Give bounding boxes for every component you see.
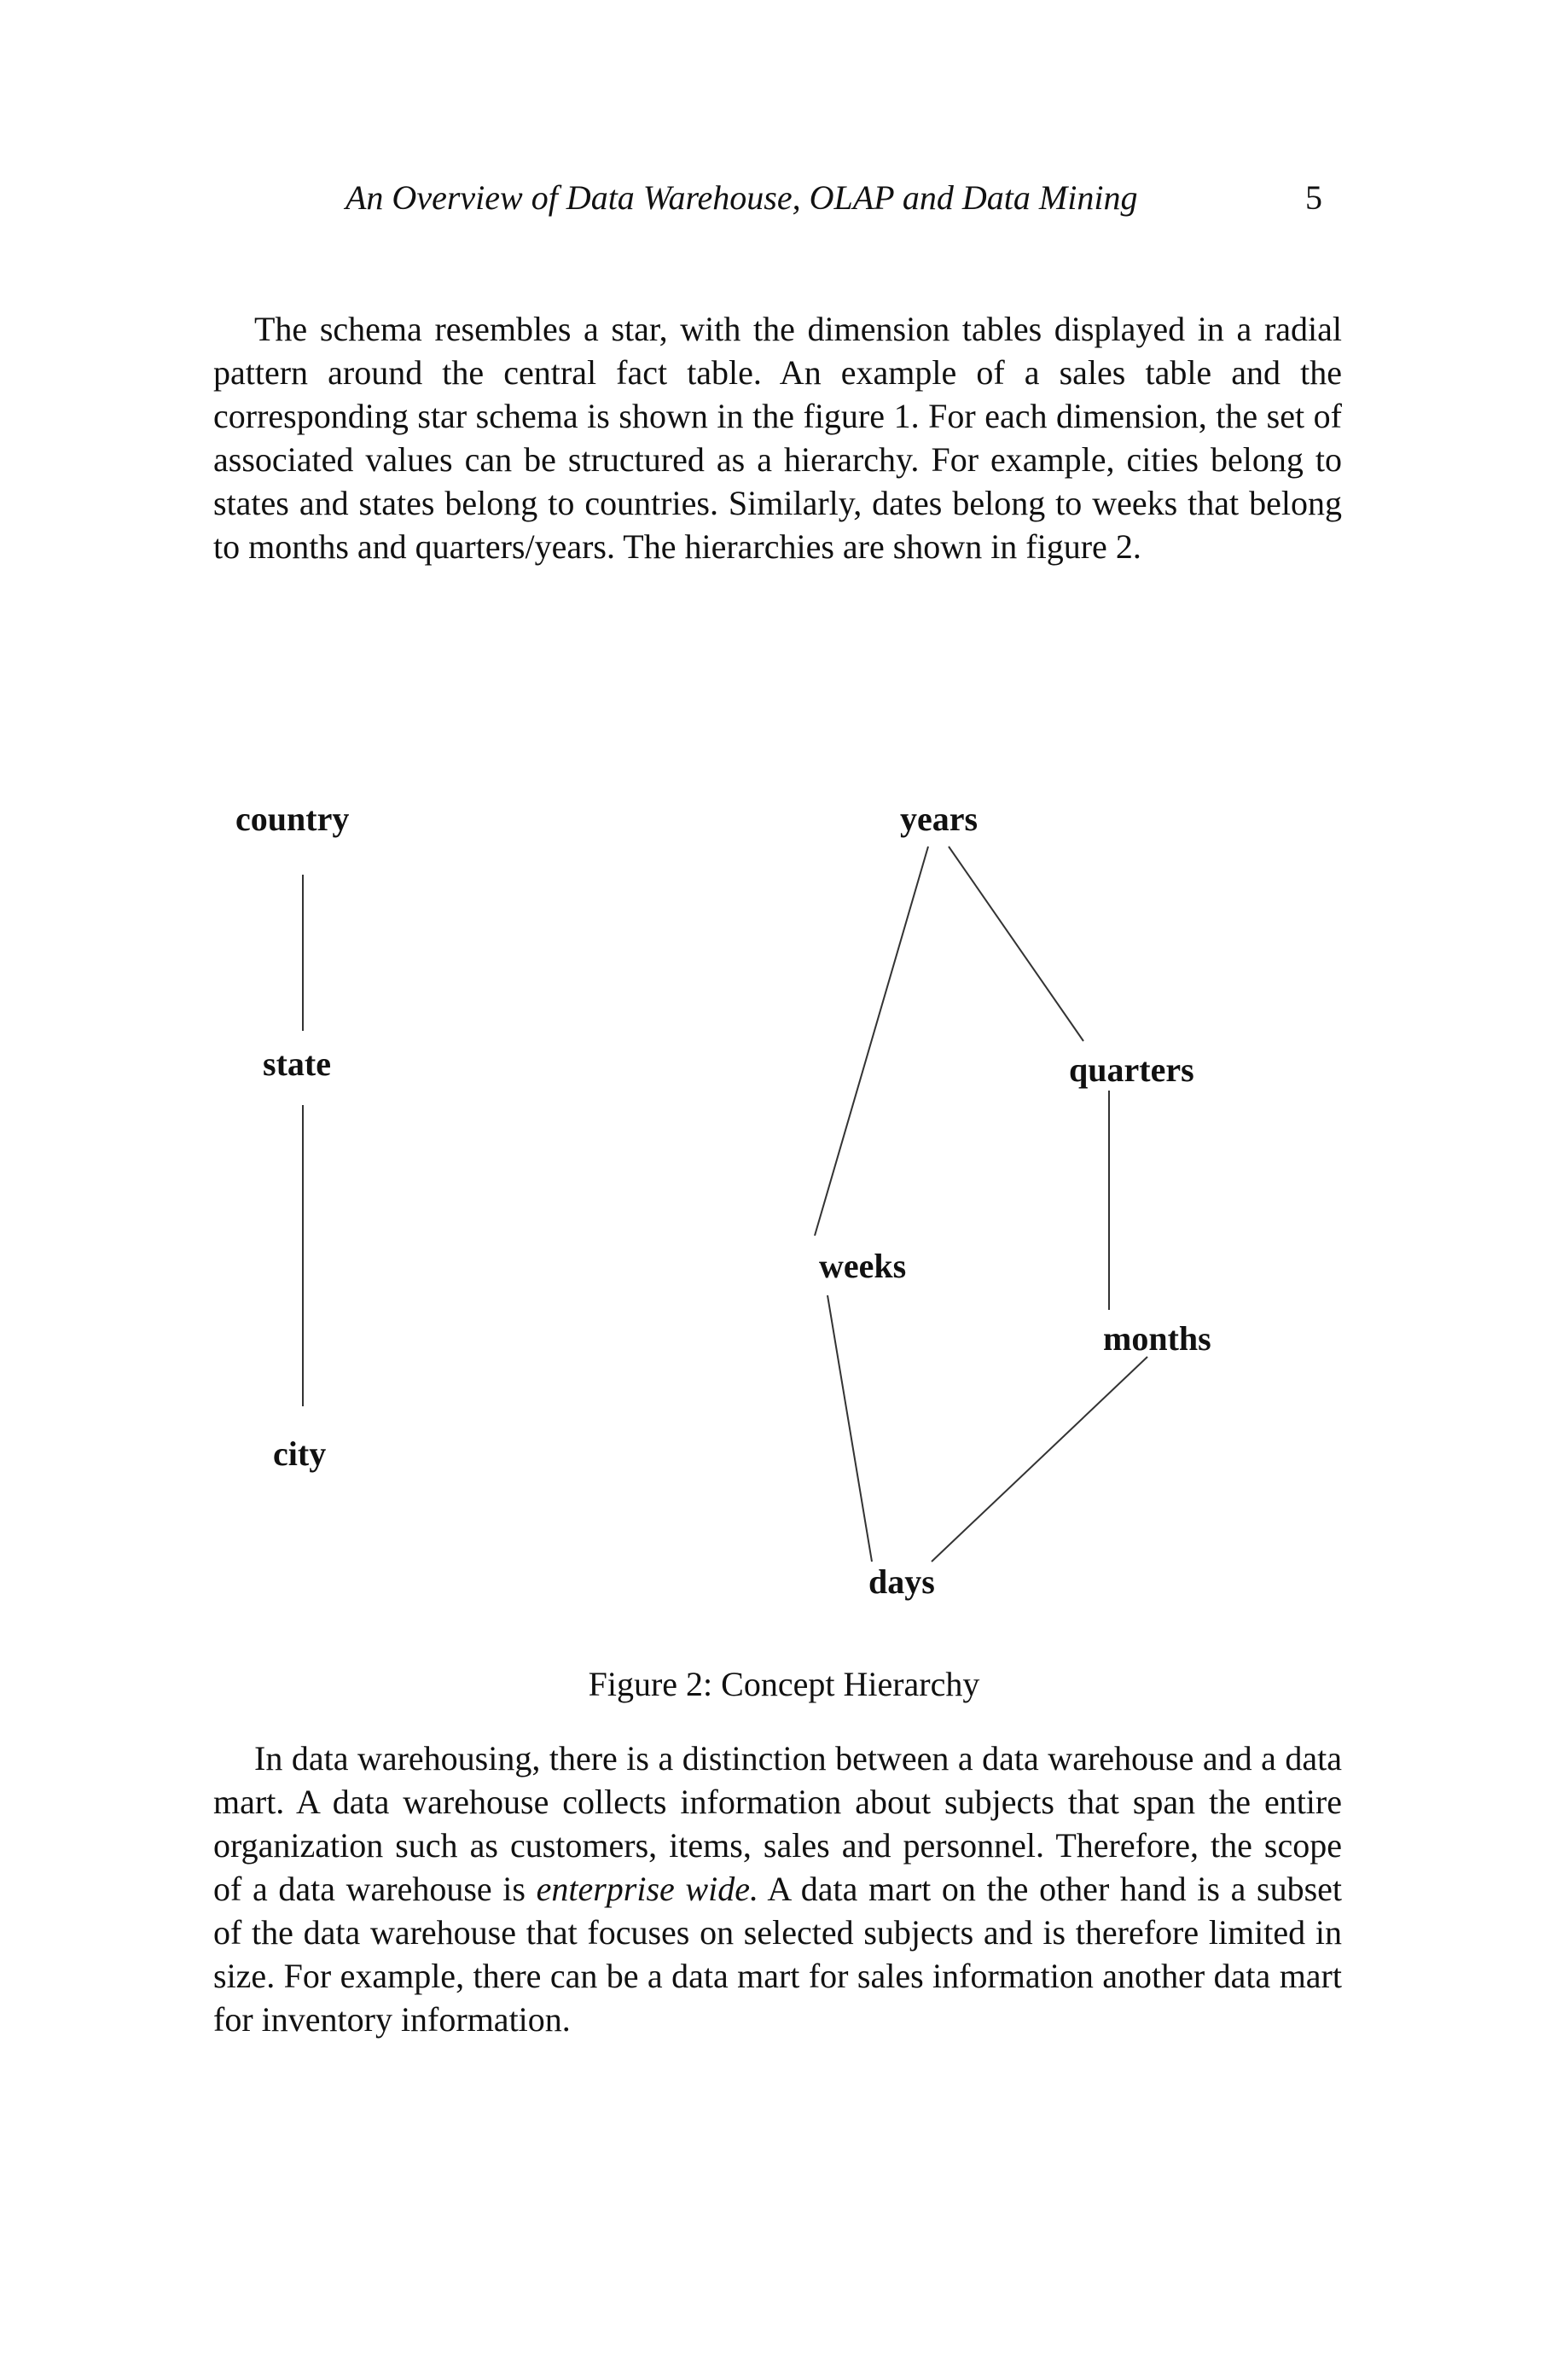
concept-hierarchy-figure [0, 768, 1568, 1621]
edge-years-weeks [815, 847, 928, 1236]
running-title: An Overview of Data Warehouse, OLAP and Data Mining [346, 178, 1138, 217]
emphasis-enterprise-wide: enterprise wide. [536, 1870, 758, 1908]
paragraph-star-schema: The schema resembles a star, with the dimension tables displayed in a radial pattern around the central fact table. An example of a sales table and the corresponding star schema is shown in the figure 1. For each dimension, the set of associated values can be structured as a hierarchy. For example, cities belong to states and states belong to countries. Similarly, dates belong to weeks that belong to months and quarters/years. The hierarchies are shown in figure 2. [213, 310, 1342, 566]
edge-months-days [932, 1357, 1147, 1562]
paragraph-text-before: In data warehousing, there is a distinction between a data warehouse and a data mart. A data warehouse collects information about subjects that span the entire organization such as customers, items, sales and personnel. Therefore, the scope of a data warehouse is [213, 1739, 1342, 1908]
node-days: days [868, 1562, 935, 1601]
node-state: state [263, 1044, 331, 1083]
page-number: 5 [1305, 178, 1322, 217]
node-weeks: weeks [819, 1247, 907, 1285]
paragraph-text-after: A data mart on the other hand is a subset of the data warehouse that focuses on selected subjects and is therefore limited in size. For example, there can be a data mart for sales information another data mart for inventory information. [213, 1870, 1342, 2039]
hierarchy-edges [0, 768, 1568, 1621]
edge-weeks-days [828, 1295, 872, 1562]
edge-years-quarters [949, 847, 1083, 1041]
node-city: city [273, 1434, 327, 1473]
figure-caption: Figure 2: Concept Hierarchy [588, 1665, 980, 1703]
node-country: country [235, 800, 350, 838]
node-quarters: quarters [1069, 1050, 1194, 1089]
node-years: years [900, 800, 979, 838]
node-months: months [1103, 1319, 1211, 1358]
paragraph-data-mart [213, 1737, 1342, 2041]
